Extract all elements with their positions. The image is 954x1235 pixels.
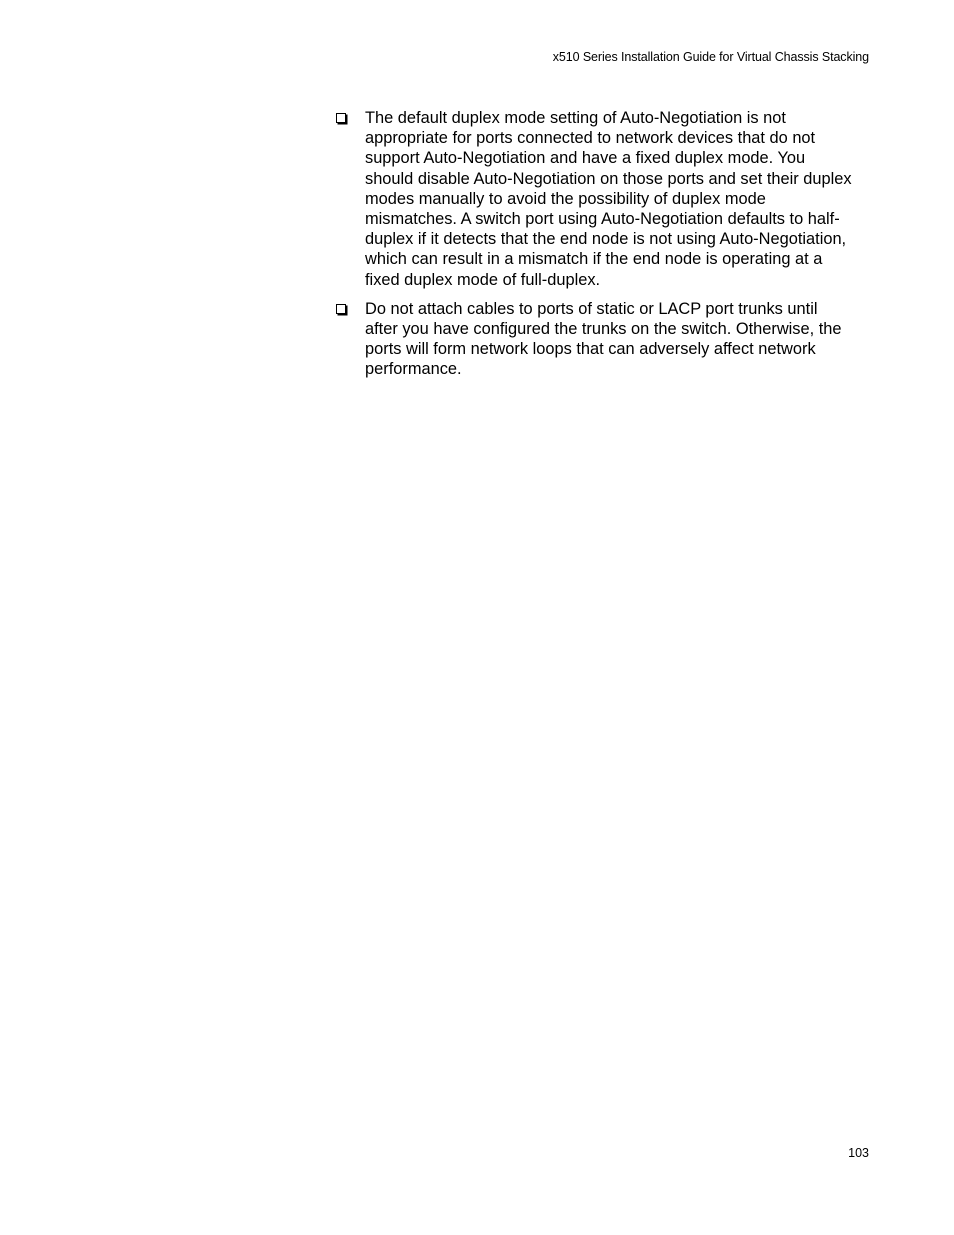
- text-line: support Auto-Negotiation and have a fixed duplex mode. You: [365, 149, 806, 168]
- text-line: appropriate for ports connected to network devices that do not: [365, 129, 816, 148]
- text-line: ports will form network loops that can adversely affect network: [365, 340, 816, 359]
- bullet-text: [365, 299, 873, 380]
- bullet-text: [365, 108, 873, 290]
- list-item: [333, 108, 873, 290]
- text-line: duplex if it detects that the end node is not using Auto-Negotiation,: [365, 230, 847, 249]
- text-line: which can result in a mismatch if the end node is operating at a: [365, 250, 823, 269]
- text-line: performance.: [365, 360, 462, 379]
- page-number: 103: [848, 1146, 869, 1160]
- bullet-list: [333, 108, 873, 389]
- text-line: should disable Auto-Negotiation on those ports and set their duplex: [365, 169, 852, 188]
- text-line: mismatches. A switch port using Auto-Negotiation defaults to half-: [365, 210, 840, 229]
- checkbox-bullet-icon: [336, 304, 346, 314]
- list-item: [333, 299, 873, 380]
- text-line: The default duplex mode setting of Auto-Negotiation is not: [365, 109, 786, 127]
- text-line: Do not attach cables to ports of static or LACP port trunks until: [365, 299, 818, 318]
- checkbox-bullet-icon: [336, 113, 346, 123]
- text-line: modes manually to avoid the possibility of duplex mode: [365, 189, 766, 208]
- text-line: after you have configured the trunks on the switch. Otherwise, the: [365, 320, 842, 339]
- running-header: x510 Series Installation Guide for Virtual Chassis Stacking: [552, 50, 869, 64]
- text-line: fixed duplex mode of full-duplex.: [365, 270, 601, 289]
